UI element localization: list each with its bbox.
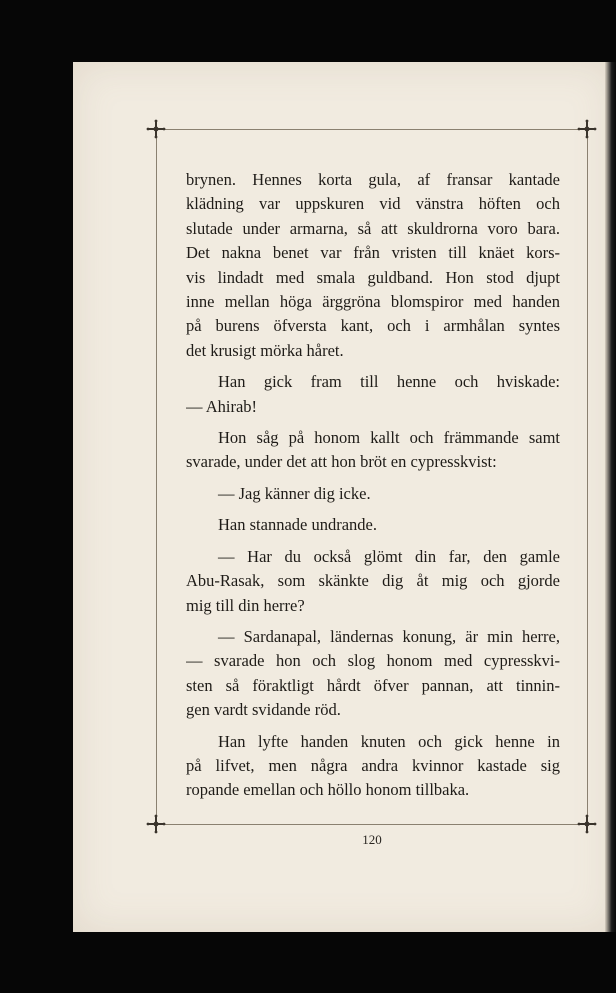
text-line: det krusigt mörka håret. — [186, 340, 344, 360]
text-line: — Har du också glömt din far, den gamle — [218, 546, 560, 566]
paragraph — [186, 513, 560, 537]
frame-left-rule — [156, 129, 157, 825]
page-number: 120 — [362, 832, 382, 847]
text-line: — Ahirab! — [186, 396, 258, 416]
text-line: — svarade hon och slog honom med cypresskvi- — [186, 651, 560, 671]
text-line: sten så föraktligt hårdt öfver pannan, att tinnin- — [186, 675, 560, 695]
paragraph — [186, 426, 560, 475]
page-edge — [605, 62, 616, 932]
text-line: gen vardt svidande röd. — [186, 700, 341, 720]
text-line: Han stannade undrande. — [218, 515, 377, 535]
text-line: på burens öfversta kant, och i armhålan syntes — [186, 316, 560, 336]
text-line: inne mellan höga ärggröna blomspiror med handen — [186, 292, 560, 312]
frame-right-rule — [587, 129, 588, 825]
frame-bottom-rule — [156, 824, 588, 825]
text-line: mig till din herre? — [186, 595, 305, 615]
text-line: — Jag känner dig icke. — [218, 483, 371, 503]
page-text — [186, 168, 560, 810]
frame-top-rule — [156, 129, 588, 130]
text-line: ropande emellan och höllo honom tillbaka. — [186, 780, 470, 800]
text-line: på lifvet, men några andra kvinnor kastade sig — [186, 755, 560, 775]
cross-fleuron-icon — [577, 814, 597, 834]
text-line: svarade, under det att hon bröt en cypresskvist: — [186, 452, 497, 472]
text-line: vis lindadt med smala guldband. Hon stod djupt — [186, 267, 560, 287]
paragraph — [186, 545, 560, 618]
text-line: Han lyfte handen knuten och gick henne in — [218, 731, 560, 751]
text-line: slutade under armarna, så att skuldrorna voro bara. — [186, 218, 560, 238]
text-line: klädning var uppskuren vid vänstra höften och — [186, 194, 560, 214]
text-line: Abu-Rasak, som skänkte dig åt mig och gjorde — [186, 571, 560, 591]
paragraph — [186, 730, 560, 803]
text-line: Han gick fram till henne och hviskade: — [218, 372, 560, 392]
paragraph — [186, 482, 560, 506]
paragraph — [186, 168, 560, 363]
text-line: brynen. Hennes korta gula, af fransar kantade — [186, 170, 560, 189]
text-line: Det nakna benet var från vristen till knäet kors- — [186, 243, 560, 263]
cross-fleuron-icon — [577, 119, 597, 139]
text-line: Hon såg på honom kallt och främmande samt — [218, 428, 560, 448]
cross-fleuron-icon — [146, 119, 166, 139]
paragraph — [186, 370, 560, 419]
text-line: — Sardanapal, ländernas konung, är min herre, — [218, 626, 560, 646]
paragraph — [186, 625, 560, 723]
cross-fleuron-icon — [146, 814, 166, 834]
